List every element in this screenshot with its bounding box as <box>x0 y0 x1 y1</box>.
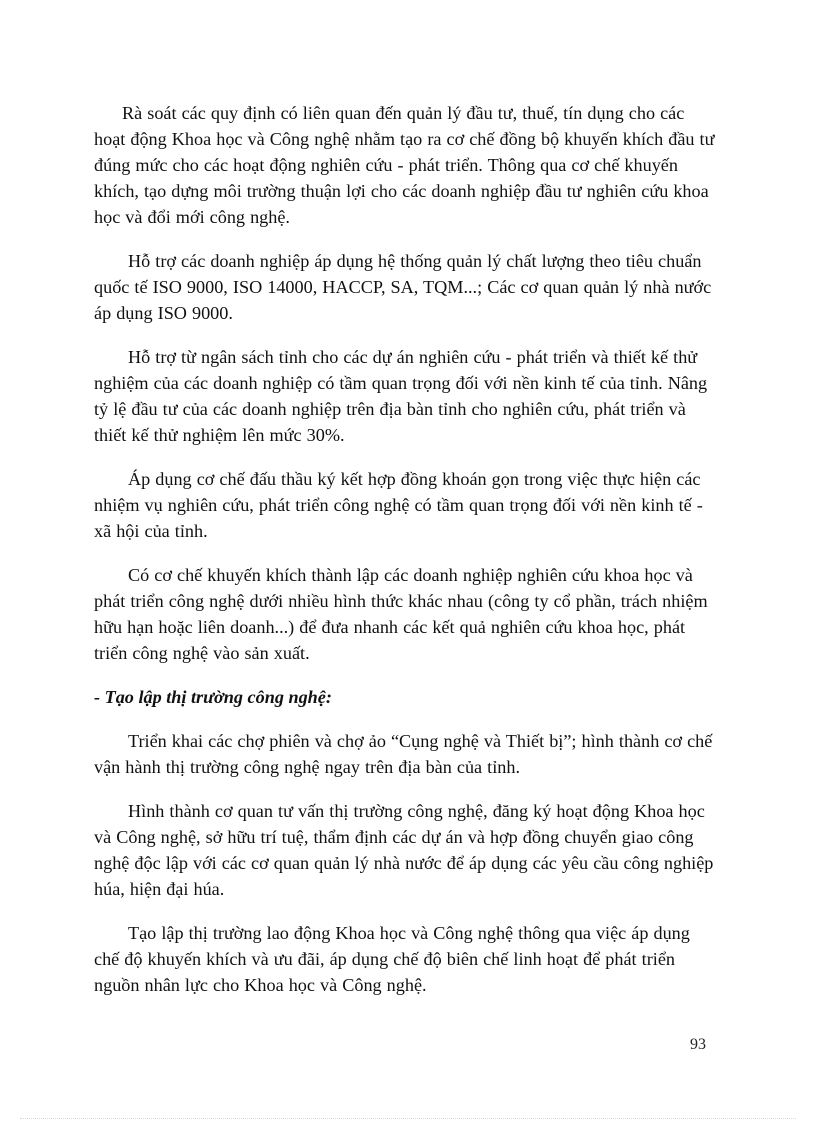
paragraph: Hỗ trợ các doanh nghiệp áp dụng hệ thống quản lý chất lượng theo tiêu chuẩn quốc tế ISO 9000, ISO 14000, HACCP, SA, TQM...; Các cơ quan quản lý nhà nước áp dụng ISO 9000. <box>94 251 712 323</box>
paragraph: Hình thành cơ quan tư vấn thị trường công nghệ, đăng ký hoạt động Khoa học và Công nghệ, sở hữu trí tuệ, thẩm định các dự án và hợp đồng chuyển giao công nghệ độc lập với các cơ quan quản lý nhà nước để áp dụng các yêu cầu công nghiệp húa, hiện đại húa. <box>94 801 714 899</box>
section-heading: - Tạo lập thị trường công nghệ: <box>94 687 332 707</box>
page-edge-divider <box>20 1118 796 1119</box>
page-number: 93 <box>690 1036 706 1053</box>
paragraph: Rà soát các quy định có liên quan đến quản lý đầu tư, thuế, tín dụng cho các hoạt động Khoa học và Công nghệ nhằm tạo ra cơ chế đồng bộ khuyến khích đầu tư đúng mức cho các hoạt động nghiên cứu - phát triển. Thông qua cơ chế khuyến khích, tạo dựng môi trường thuận lợi cho các doanh nghiệp đầu tư nghiên cứu khoa học và đổi mới công nghệ. <box>94 103 715 227</box>
paragraph: Triển khai các chợ phiên và chợ ảo “Cụng nghệ và Thiết bị”; hình thành cơ chế vận hành thị trường công nghệ ngay trên địa bàn của tỉnh. <box>94 731 713 777</box>
page-body <box>94 100 716 1016</box>
paragraph: Có cơ chế khuyến khích thành lập các doanh nghiệp nghiên cứu khoa học và phát triển công nghệ dưới nhiều hình thức khác nhau (công ty cổ phần, trách nhiệm hữu hạn hoặc liên doanh...) để đưa nhanh các kết quả nghiên cứu khoa học, phát triển công nghệ vào sản xuất. <box>94 565 708 663</box>
paragraph: Áp dụng cơ chế đấu thầu ký kết hợp đồng khoán gọn trong việc thực hiện các nhiệm vụ nghiên cứu, phát triển công nghệ có tầm quan trọng đối với nền kinh tế - xã hội của tỉnh. <box>94 469 703 541</box>
paragraph: Hỗ trợ từ ngân sách tỉnh cho các dự án nghiên cứu - phát triển và thiết kế thử nghiệm của các doanh nghiệp có tầm quan trọng đối với nền kinh tế của tỉnh. Nâng tỷ lệ đầu tư của các doanh nghiệp trên địa bàn tỉnh cho nghiên cứu, phát triển và thiết kế thử nghiệm lên mức 30%. <box>94 347 708 445</box>
paragraph: Tạo lập thị trường lao động Khoa học và Công nghệ thông qua việc áp dụng chế độ khuyến khích và ưu đãi, áp dụng chế độ biên chế linh hoạt để phát triển nguồn nhân lực cho Khoa học và Công nghệ. <box>94 923 690 995</box>
